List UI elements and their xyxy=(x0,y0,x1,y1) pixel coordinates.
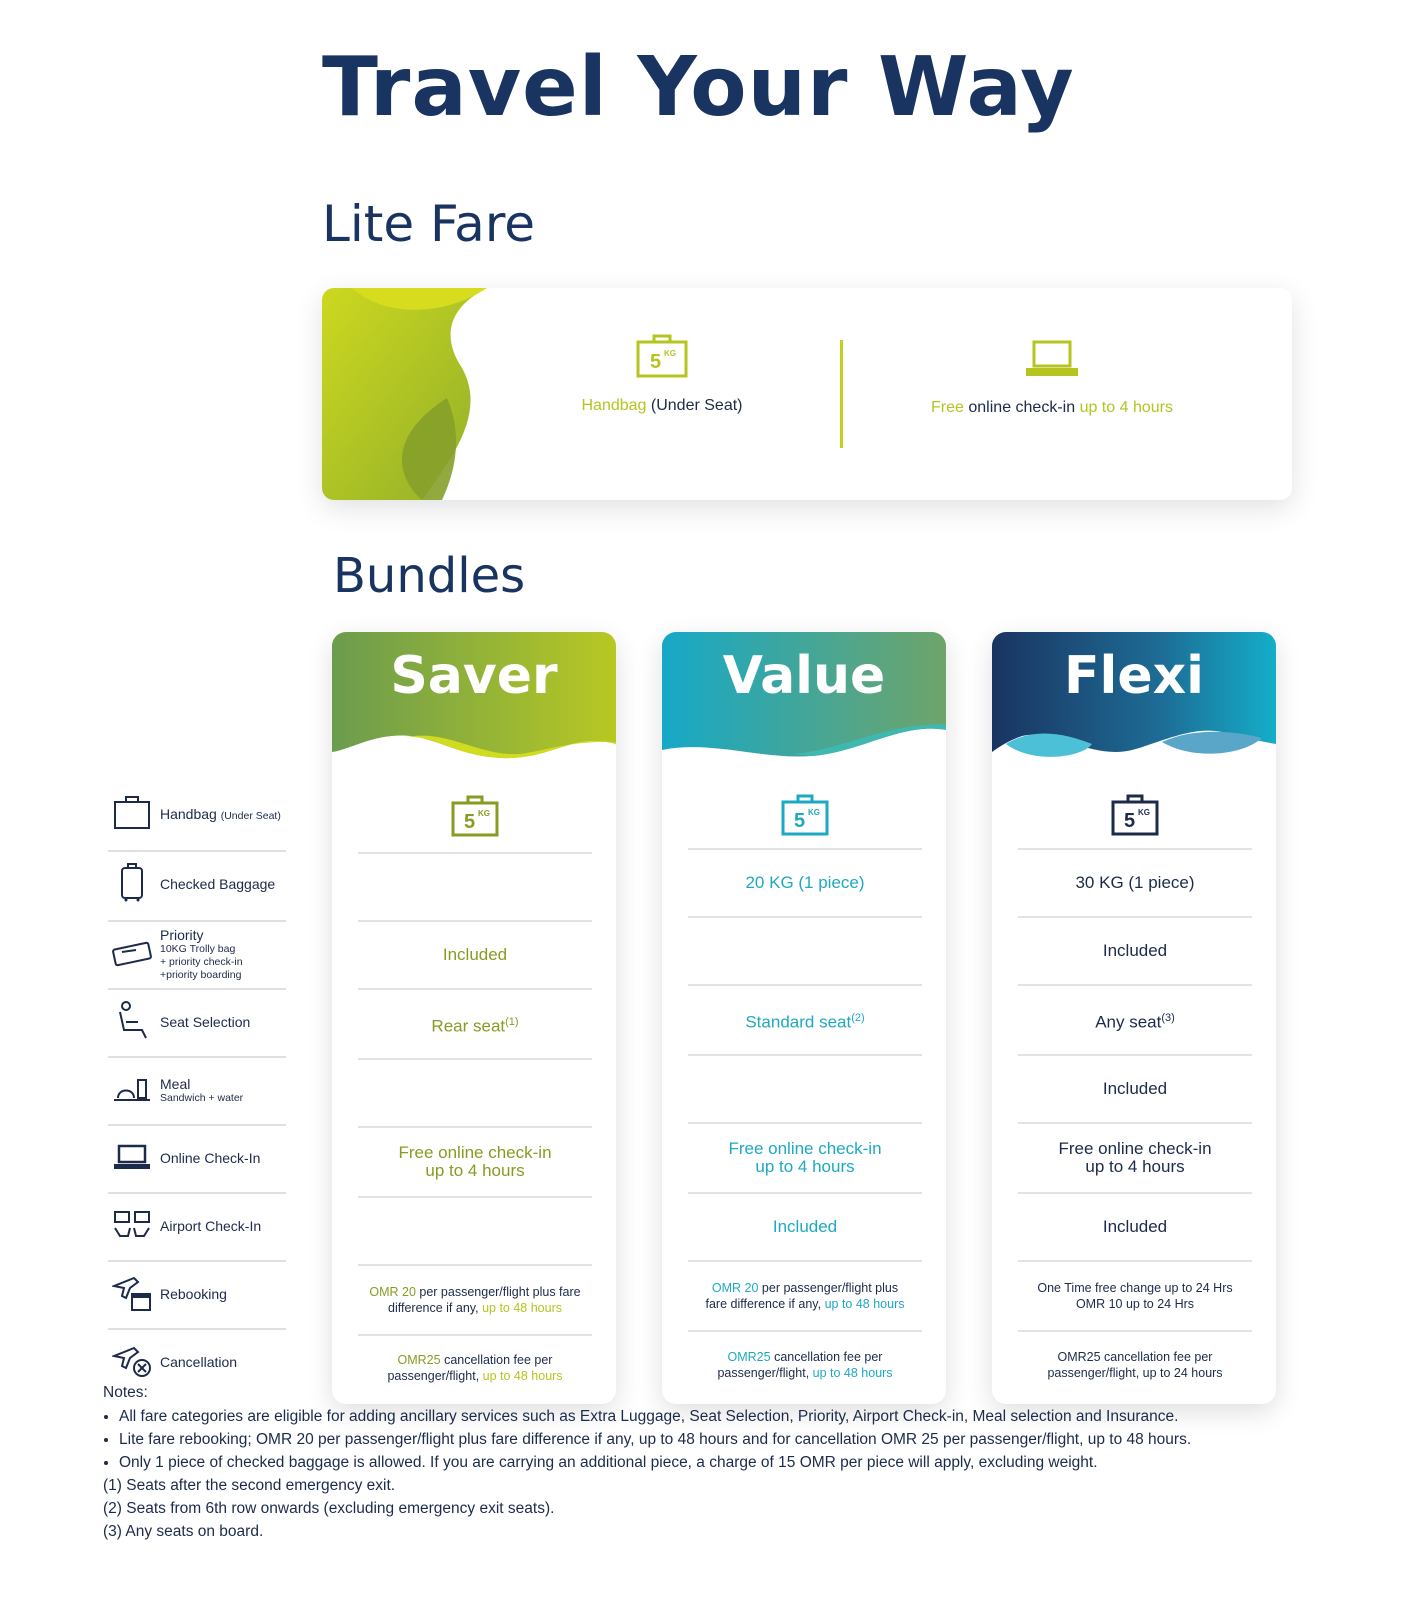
flexi-seat-cell: Any seat$^{(3)}$ xyxy=(1095,1011,1175,1032)
airport-counter-icon xyxy=(112,1204,152,1244)
saver-airport-checkin-cell xyxy=(358,1198,592,1264)
feature-label: Priority xyxy=(160,926,204,943)
plane-calendar-icon xyxy=(112,1272,152,1312)
suitcase-icon xyxy=(112,862,152,902)
value-priority-cell xyxy=(688,918,922,984)
feature-row-meal xyxy=(108,1056,288,1124)
feature-label: Cancellation xyxy=(160,1354,238,1370)
laptop-icon xyxy=(1024,338,1080,380)
note-item: • Only 1 piece of checked baggage is allowed. If you are carrying an additional piece, a charge of 15 OMR per piece will apply, excluding weight. xyxy=(119,1454,1393,1472)
seat-icon xyxy=(112,1000,152,1040)
feature-sub: + priority check-in xyxy=(160,955,243,968)
lite-checkin-label: online check-in xyxy=(963,399,1080,416)
handbag-icon xyxy=(112,792,152,832)
saver-priority-cell: Included xyxy=(442,945,508,964)
lite-fare-heading: Lite Fare xyxy=(322,195,536,253)
bundle-name: Saver xyxy=(390,646,558,706)
feature-sub: Sandwich + water xyxy=(160,1091,244,1104)
feature-row-rebooking xyxy=(108,1260,288,1328)
handbag-5kg-icon xyxy=(450,793,500,839)
notes-heading: Notes: xyxy=(103,1384,148,1401)
saver-rebooking-cell: OMR 20 per passenger/flight plus fare difference if any, up to 48 hours xyxy=(369,1285,581,1315)
lite-fare-card xyxy=(322,288,1292,500)
svg-text:5: 5 xyxy=(794,810,806,832)
lite-fare-wave-decoration xyxy=(322,288,492,500)
feature-label: Online Check-In xyxy=(160,1150,261,1166)
footnote: (2) Seats from 6th row onwards (excluding emergency exit seats). xyxy=(103,1500,555,1517)
value-meal-cell xyxy=(688,1056,922,1122)
lite-checkin-item xyxy=(902,338,1202,417)
feature-row-online-checkin xyxy=(108,1124,288,1192)
value-airport-checkin-cell: Included xyxy=(772,1217,838,1236)
value-handbag-cell xyxy=(688,782,922,848)
handbag-5kg-icon xyxy=(1110,792,1160,838)
feature-label: Handbag xyxy=(160,805,217,822)
handbag-5kg-icon xyxy=(780,792,830,838)
feature-row-checked-baggage xyxy=(108,850,288,918)
feature-label: Airport Check-In xyxy=(160,1218,262,1234)
value-online-checkin-cell: Free online check-in up to 4 hours xyxy=(728,1139,882,1176)
svg-text:5: 5 xyxy=(1124,810,1136,832)
bundle-card-saver[interactable] xyxy=(332,632,616,1404)
lite-divider xyxy=(840,340,843,448)
flexi-cancellation-cell: OMR25 cancellation fee per passenger/flight, up to 24 hours xyxy=(1047,1350,1223,1380)
bundle-name: Value xyxy=(722,646,886,706)
feature-label: Meal xyxy=(160,1075,191,1092)
bundle-card-value[interactable] xyxy=(662,632,946,1404)
saver-baggage-cell xyxy=(358,854,592,920)
svg-text:5: 5 xyxy=(650,351,662,373)
handbag-5kg-icon xyxy=(634,332,690,380)
svg-text:KG: KG xyxy=(664,349,676,358)
feature-row-priority xyxy=(108,920,288,988)
plane-cancel-icon xyxy=(112,1340,152,1380)
svg-text:5: 5 xyxy=(464,811,476,833)
flexi-airport-checkin-cell: Included xyxy=(1102,1217,1168,1236)
flexi-rebooking-cell: One Time free change up to 24 Hrs OMR 10 up to 24 Hrs xyxy=(1037,1281,1233,1311)
value-baggage-cell: 20 KG (1 piece) xyxy=(745,873,865,892)
bundle-header xyxy=(662,632,946,762)
bundle-card-flexi[interactable] xyxy=(992,632,1276,1404)
value-seat-cell: Standard seat$^{(2)}$ xyxy=(745,1011,865,1032)
note-item: • All fare categories are eligible for adding ancillary services such as Extra Luggage, Seat Selection, Priority, Airport Check-in, Meal selection and Insurance. xyxy=(119,1408,1393,1426)
flexi-baggage-cell: 30 KG (1 piece) xyxy=(1075,873,1195,892)
notes-section xyxy=(103,1384,1393,1546)
feature-sub: +priority boarding xyxy=(160,968,242,981)
bundle-name: Flexi xyxy=(1064,646,1204,706)
note-item: • Lite fare rebooking; OMR 20 per passenger/flight plus fare difference if any, up to 48 hours and for cancellation OMR 25 per passenger/flight, up to 48 hours. xyxy=(119,1431,1393,1449)
feature-sub: 10KG Trolly bag xyxy=(160,942,236,955)
feature-label: Rebooking xyxy=(160,1286,227,1302)
saver-handbag-cell xyxy=(358,782,592,850)
flexi-priority-cell: Included xyxy=(1102,941,1168,960)
saver-cancellation-cell: OMR25 cancellation fee per passenger/flight, up to 48 hours xyxy=(387,1353,563,1383)
svg-text:KG: KG xyxy=(808,808,820,817)
notes-list xyxy=(103,1408,1393,1472)
flexi-online-checkin-cell: Free online check-in up to 4 hours xyxy=(1058,1139,1212,1176)
bundle-header xyxy=(332,632,616,762)
feature-sub: (Under Seat) xyxy=(220,809,281,822)
lite-handbag-item xyxy=(552,332,772,415)
value-cancellation-cell: OMR25 cancellation fee per passenger/flight, up to 48 hours xyxy=(717,1350,893,1380)
feature-label: Checked Baggage xyxy=(160,876,276,892)
priority-ticket-icon xyxy=(112,932,152,972)
page-title: Travel Your Way xyxy=(322,40,1075,135)
meal-icon xyxy=(112,1068,152,1108)
value-rebooking-cell: OMR 20 per passenger/flight plus fare difference if any, up to 48 hours xyxy=(705,1281,905,1311)
saver-meal-cell xyxy=(358,1060,592,1126)
feature-label: Seat Selection xyxy=(160,1014,251,1030)
svg-text:KG: KG xyxy=(478,809,490,818)
saver-online-checkin-cell: Free online check-in up to 4 hours xyxy=(398,1143,552,1180)
footnote: (1) Seats after the second emergency exit. xyxy=(103,1477,396,1494)
lite-handbag-label-highlight: Handbag xyxy=(581,397,647,414)
feature-row-airport-checkin xyxy=(108,1192,288,1260)
feature-row-handbag xyxy=(108,780,288,848)
flexi-meal-cell: Included xyxy=(1102,1079,1168,1098)
feature-row-seat-selection xyxy=(108,988,288,1056)
lite-handbag-label: (Under Seat) xyxy=(646,397,743,414)
footnote: (3) Any seats on board. xyxy=(103,1523,264,1540)
lite-checkin-free: Free xyxy=(931,399,964,416)
lite-checkin-time: up to 4 hours xyxy=(1079,399,1173,416)
laptop-icon xyxy=(112,1136,152,1176)
saver-seat-cell: Rear seat$^{(1)}$ xyxy=(431,1015,519,1036)
svg-text:KG: KG xyxy=(1138,808,1150,817)
bundles-heading: Bundles xyxy=(333,548,526,604)
flexi-handbag-cell xyxy=(1018,782,1252,848)
bundle-header xyxy=(992,632,1276,762)
